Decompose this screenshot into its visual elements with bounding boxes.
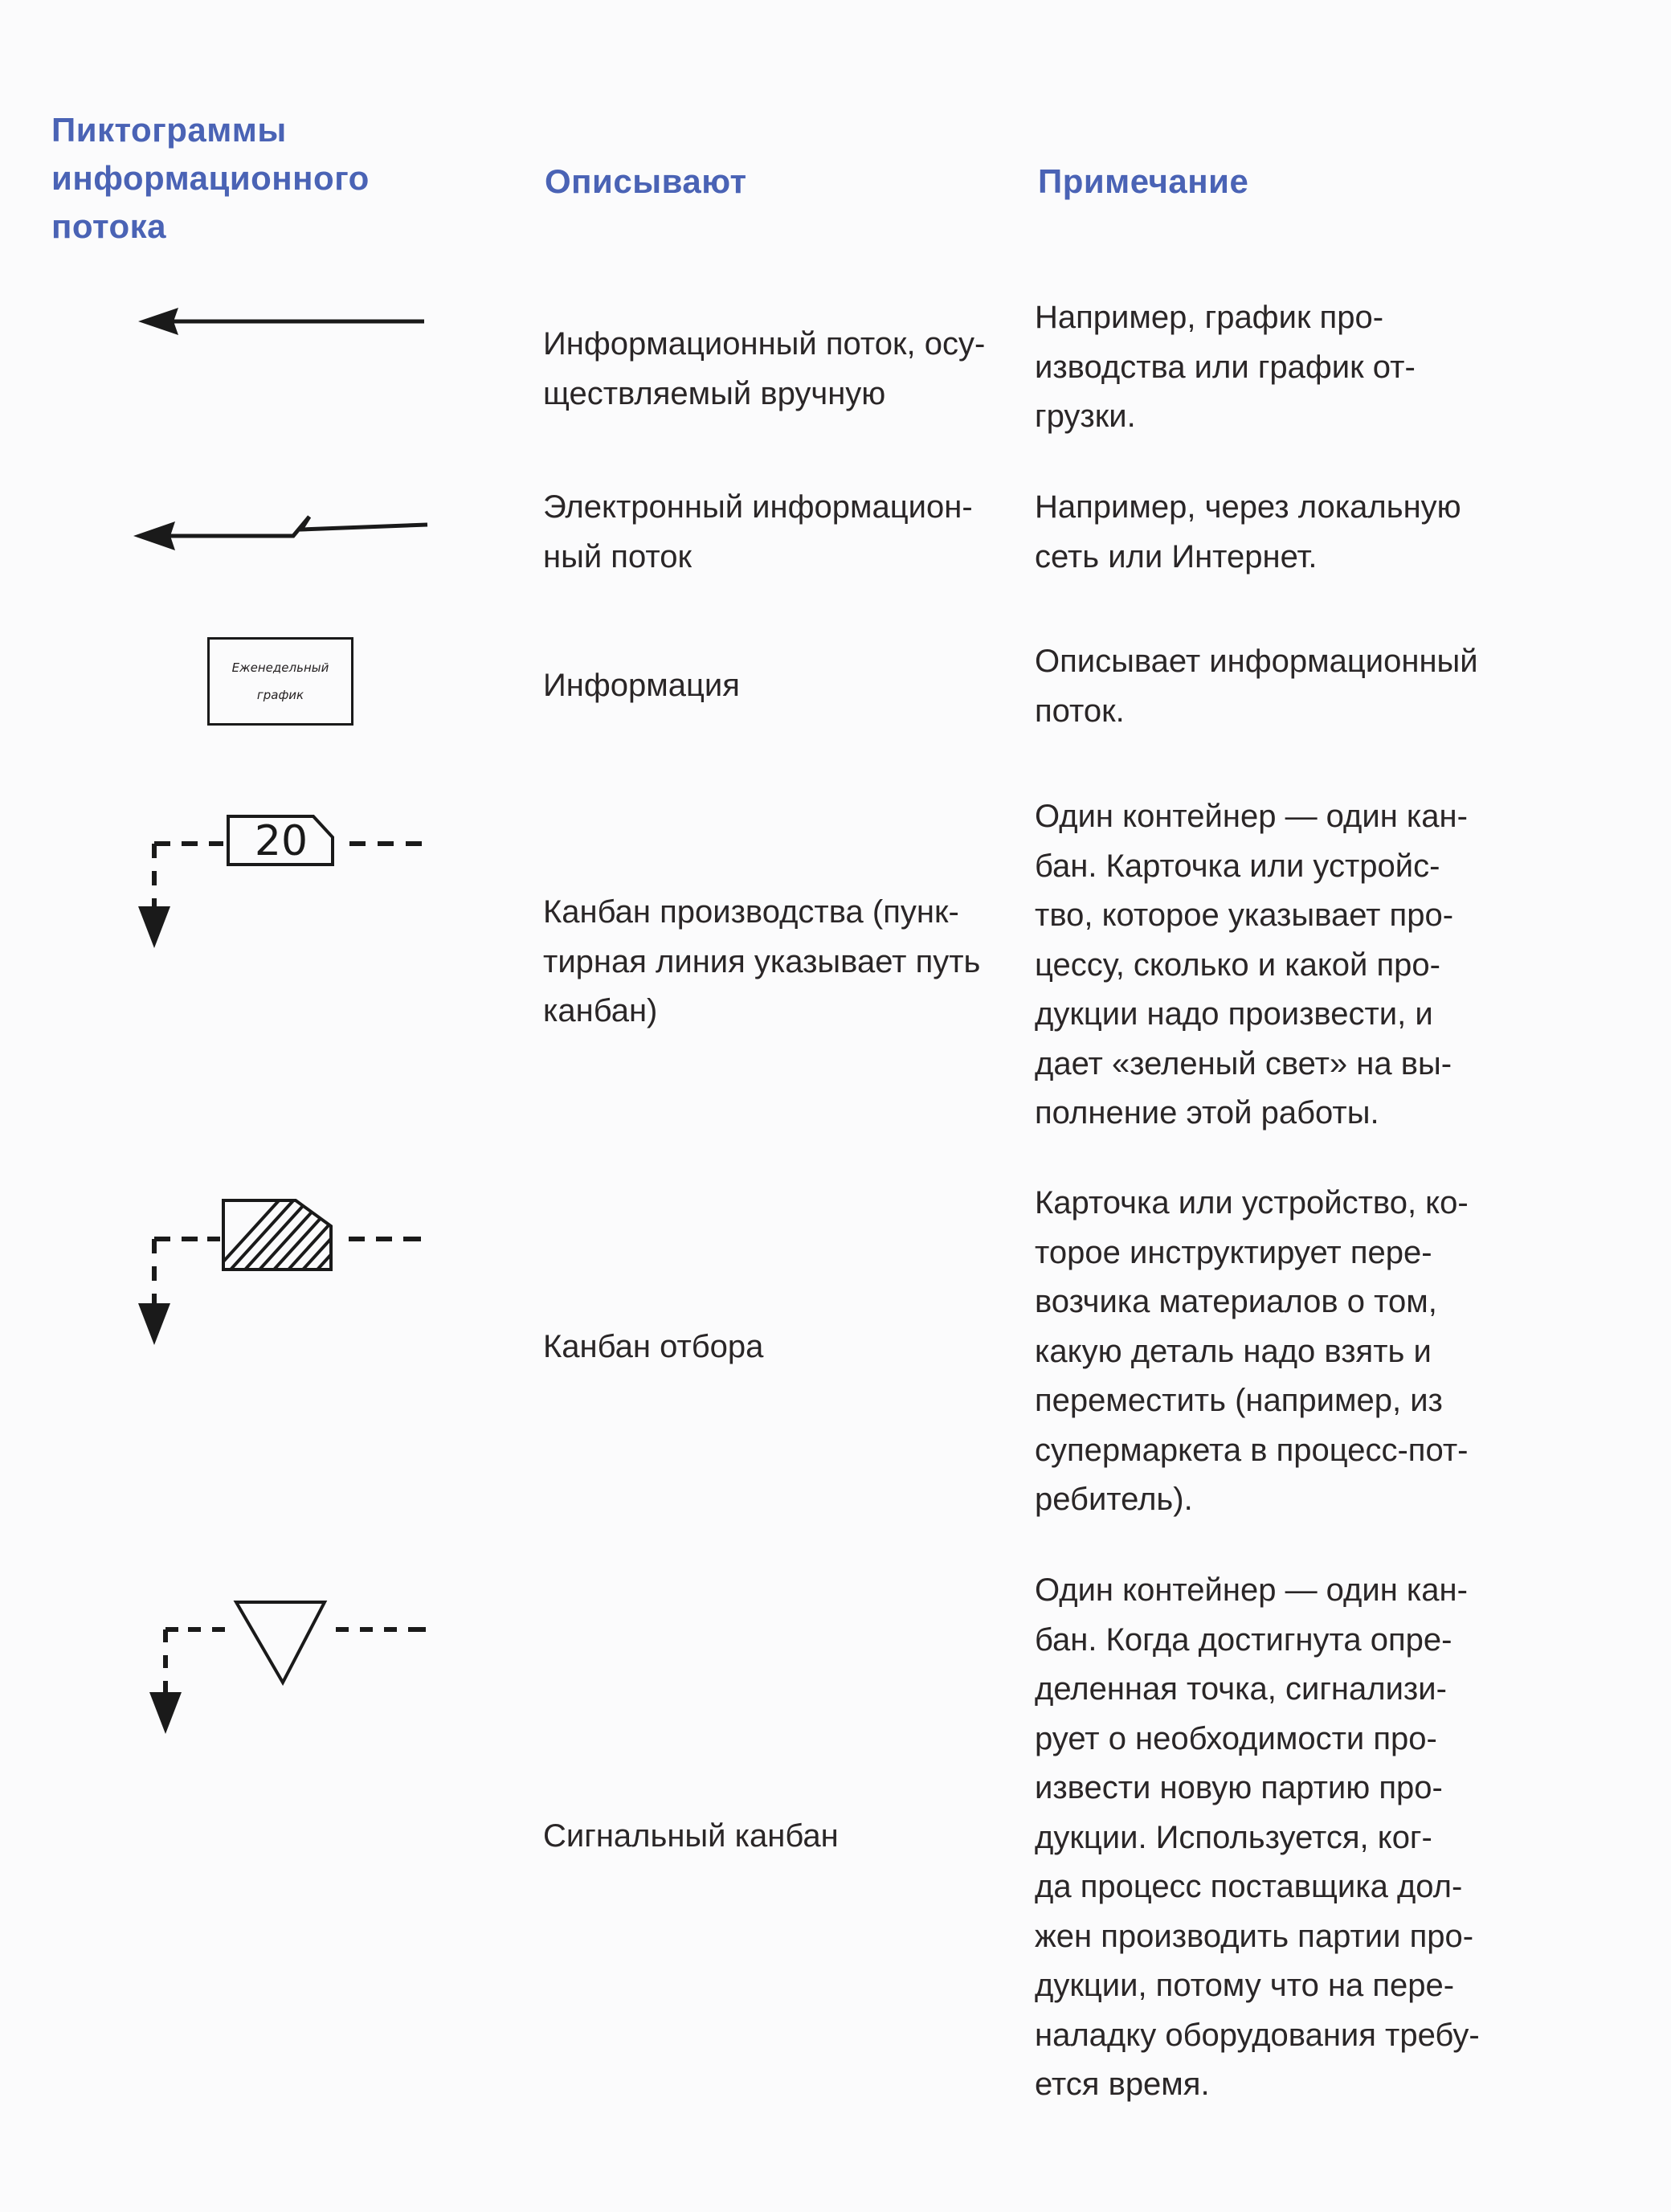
header-note: Примечание <box>1038 162 1249 200</box>
row5-description: Канбан отбора <box>543 1329 764 1364</box>
row2-description: Электронный информацион- ный поток <box>543 489 973 574</box>
withdrawal-kanban-icon <box>129 1189 442 1358</box>
production-kanban-label: 20 <box>254 817 308 865</box>
row3-note: Описывает информационный поток. <box>1035 644 1478 729</box>
row4-note: Один контейнер — один кан- бан. Карточка или устройс- тво, которое указывает про- цессу, сколько и какой про- дукции надо произвести, и дает «зеленый свет» на вы- полнение этой работы. <box>1035 799 1468 1131</box>
information-box-icon <box>207 637 353 726</box>
electronic-information-flow-arrow-icon <box>129 502 442 566</box>
signal-kanban-icon <box>137 1575 442 1744</box>
row6-description: Сигнальный канбан <box>543 1818 839 1854</box>
header-pictograms: Пиктограммы информационного потока <box>51 111 370 245</box>
row3-description: Информация <box>543 668 740 703</box>
row2-note: Например, через локальную сеть или Интернет. <box>1035 489 1461 574</box>
information-box-label: Еженедельный график <box>231 660 329 702</box>
row1-description: Информационный поток, осу- ществляемый вручную <box>543 326 986 411</box>
header-describe: Описывают <box>545 162 747 200</box>
row4-description: Канбан производства (пунк- тирная линия указывает путь канбан) <box>543 894 981 1028</box>
row5-note: Карточка или устройство, ко- торое инструктирует пере- возчика материалов о том, какую деталь надо взять и переместить (например, из супермаркета в процесс-пот- ребитель). <box>1035 1185 1469 1517</box>
manual-information-flow-arrow-icon <box>129 293 434 350</box>
row1-note: Например, график про- изводства или график от- грузки. <box>1035 300 1416 434</box>
row6-note: Один контейнер — один кан- бан. Когда достигнута опре- деленная точка, сигнализи- рует о необходимости про- извести новую партию про- дукции. Используется, ког- да процесс поставщика дол- жен производить партии про- дукции, потому что на пере- наладку оборудования требу- ется время. <box>1035 1572 1480 2102</box>
